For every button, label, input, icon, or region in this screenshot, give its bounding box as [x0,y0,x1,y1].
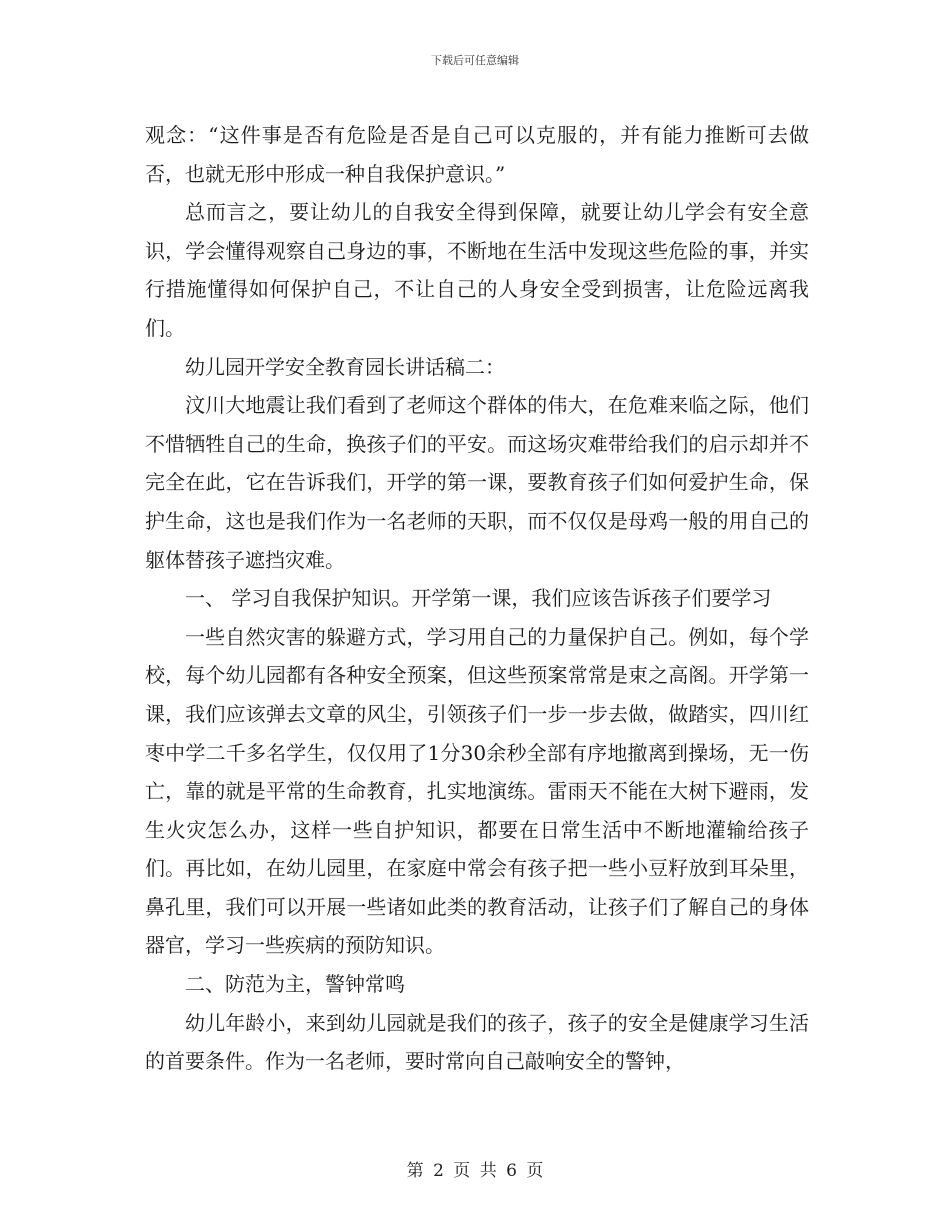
page-footer: 第 2 页 共 6 页 [406,1161,544,1181]
paragraph-4: 汶川大地震让我们看到了老师这个群体的伟大，在危难来临之际，他们不惜牺牲自己的生命，换孩子们的平安。而这场灾难带给我们的启示却并不完全在此，它在告诉我们，开学的第一课，要教育孩子们如何爱护生命，保护生命，这也是我们作为一名老师的天职，而不仅仅是母鸡一般的用自己的躯体替孩子遮挡灾难。 [145,393,809,572]
paragraph-2: 总而言之，要让幼儿的自我安全得到保障，就要让幼儿学会有安全意识，学会懂得观察自己身边的事，不断地在生活中发现这些危险的事，并实行措施懂得如何保护自己，不让自己的人身安全受到损害，让危险远离我们。 [145,200,809,340]
paragraph-1: 观念：“这件事是否有危险是否是自己可以克服的，并有能力推断可去做否，也就无形中形成一种自我保护意识。” [145,123,809,186]
section-heading-two: 二、防范为主，警钟常鸣 [185,972,405,997]
paragraph-6: 一些自然灾害的躲避方式，学习用自己的力量保护自己。例如，每个学校，每个幼儿园都有各种安全预案，但这些预案常常是束之高阁。开学第一课，我们应该弹去文章的风尘，引领孩子们一步一步去做，做踏实，四川红枣中学二千多名学生，仅仅用了1分30余秒全部有序地撤离到操场，无一伤亡，靠的就是平常的生命教育，扎实地演练。雷雨天不能在大树下避雨，发生火灾怎么办，这样一些自护知识，都要在日常生活中不断地灌输给孩子们。再比如，在幼儿园里，在家庭中常会有孩子把一些小豆籽放到耳朵里，鼻孔里，我们可以开展一些诸如此类的教育活动，让孩子们了解自己的身体器官，学习一些疾病的预防知识。 [145,624,809,958]
page-header: 下载后可任意编辑 [431,54,519,67]
paragraph-8: 幼儿年龄小，来到幼儿园就是我们的孩子，孩子的安全是健康学习生活的首要条件。作为一名老师，要时常向自己敲响安全的警钟， [145,1010,809,1074]
section-heading-one: 一、 学习自我保护知识。开学第一课，我们应该告诉孩子们要学习 [185,586,772,611]
section-heading-speech-two: 幼儿园开学安全教育园长讲话稿二： [185,354,505,379]
document-body [145,116,809,1081]
